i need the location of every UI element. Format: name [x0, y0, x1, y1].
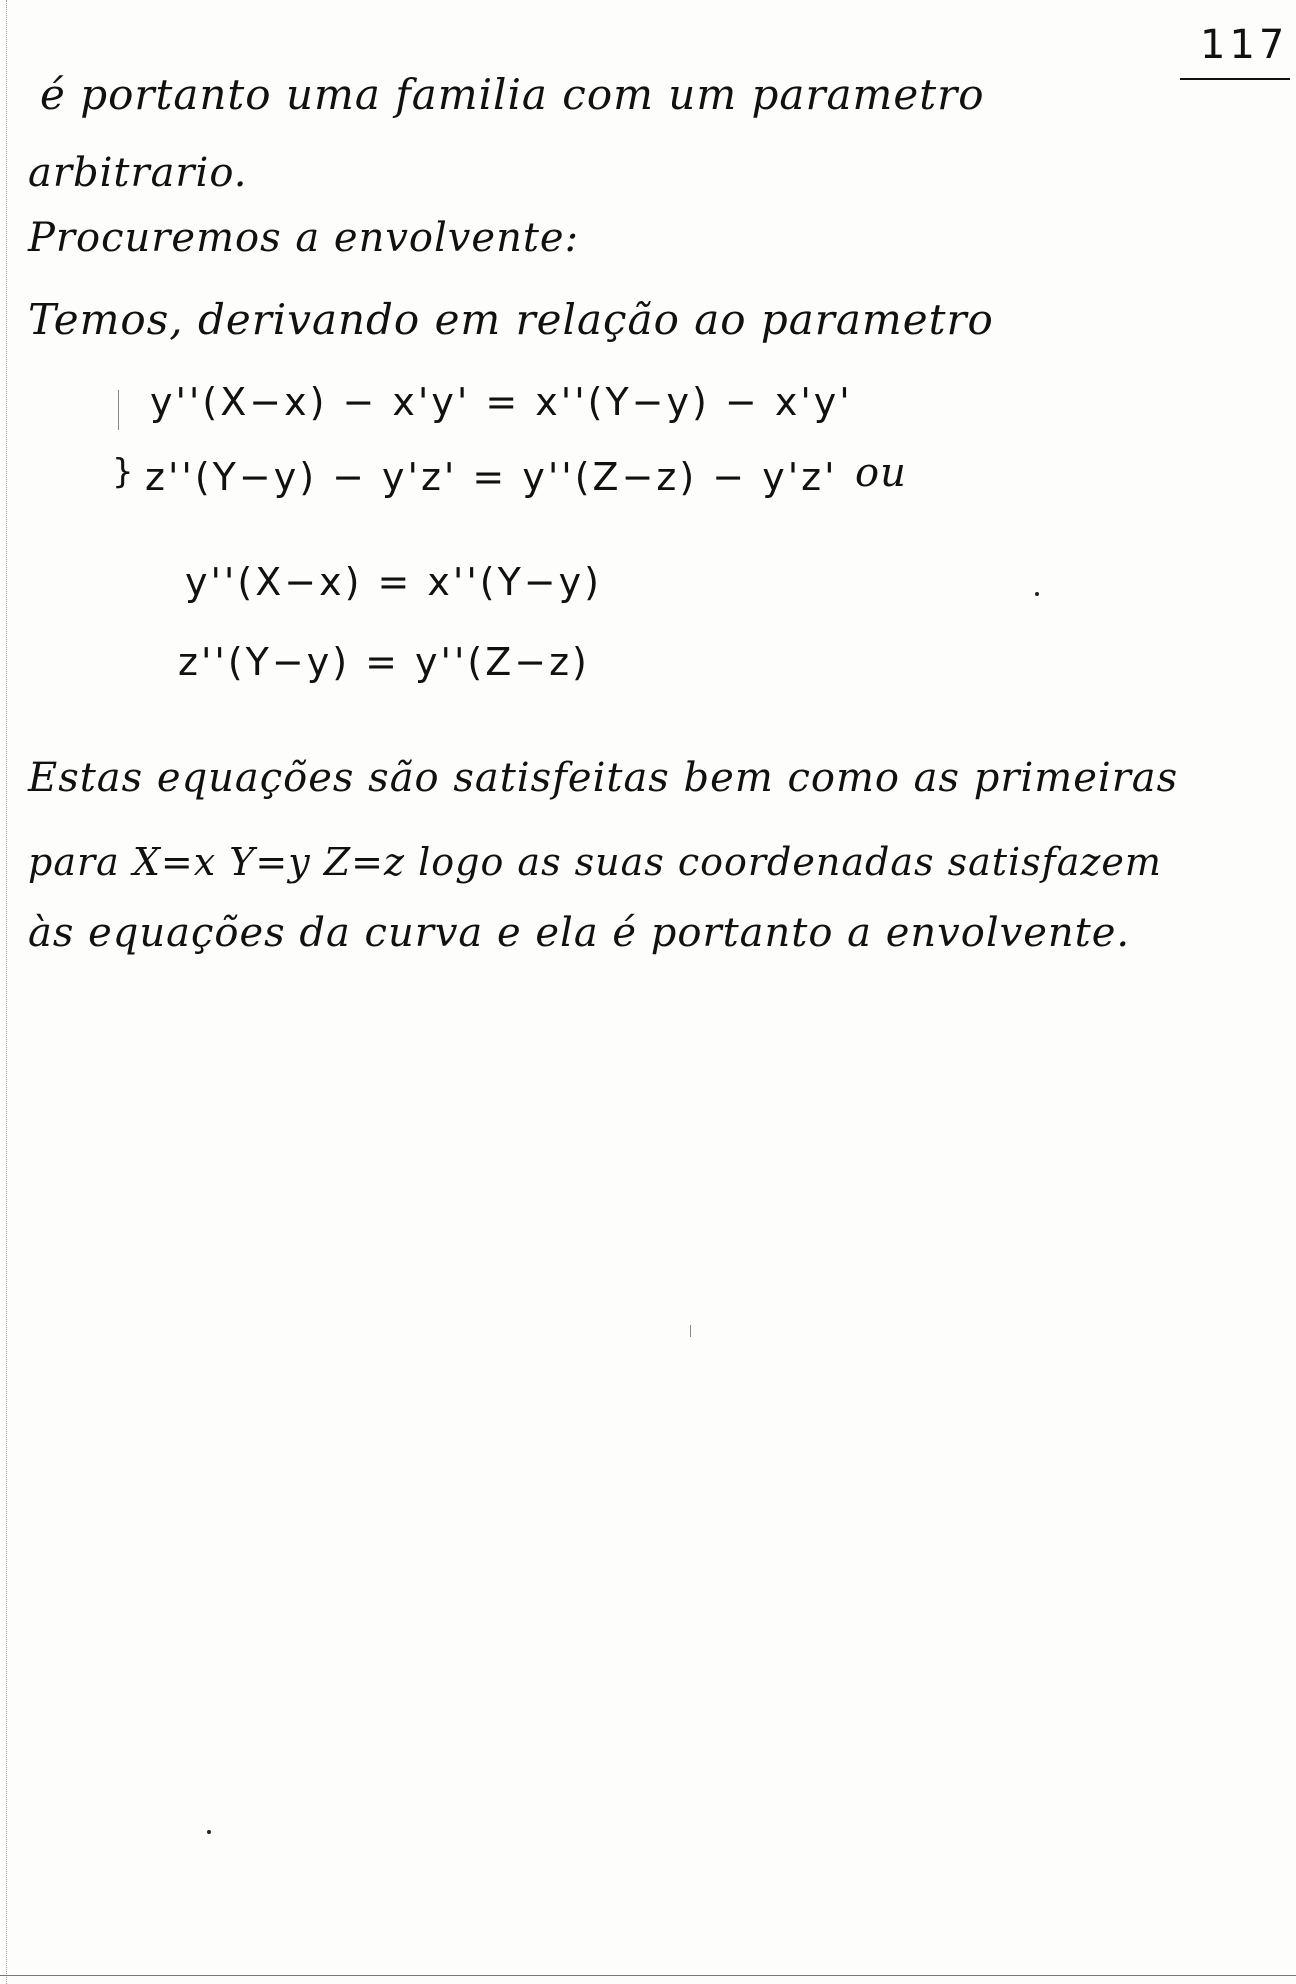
equation-2: z''(Y−y) − y'z' = y''(Z−z) − y'z' [145, 455, 838, 499]
page-bottom-edge [0, 1975, 1296, 1976]
margin-mark [690, 1325, 691, 1337]
text-line-6: para X=x Y=y Z=z logo as suas coordenadas satisfazem [28, 840, 1162, 884]
stray-dot [1035, 592, 1039, 596]
equation-3: y''(X−x) = x''(Y−y) [185, 560, 602, 604]
text-line-2: arbitrario. [28, 150, 248, 196]
text-line-5: Estas equações são satisfeitas bem como as primeiras [28, 755, 1179, 801]
equation-4: z''(Y−y) = y''(Z−z) [178, 640, 590, 684]
margin-mark [118, 390, 119, 430]
page-number: 117 [1200, 22, 1289, 68]
text-line-7: às equações da curva e ela é portanto a envolvente. [28, 910, 1131, 956]
brace-mark: } [112, 452, 134, 492]
stray-dot [207, 1830, 211, 1834]
text-line-1: é portanto uma familia com um parametro [40, 70, 985, 119]
page-number-underline [1180, 78, 1290, 80]
text-line-3: Procuremos a envolvente: [28, 215, 580, 261]
equation-1: y''(X−x) − x'y' = x''(Y−y) − x'y' [150, 380, 853, 424]
page-left-edge [6, 0, 7, 1984]
text-line-4: Temos, derivando em relação ao parametro [28, 295, 994, 344]
ou-label: ou [855, 450, 907, 496]
